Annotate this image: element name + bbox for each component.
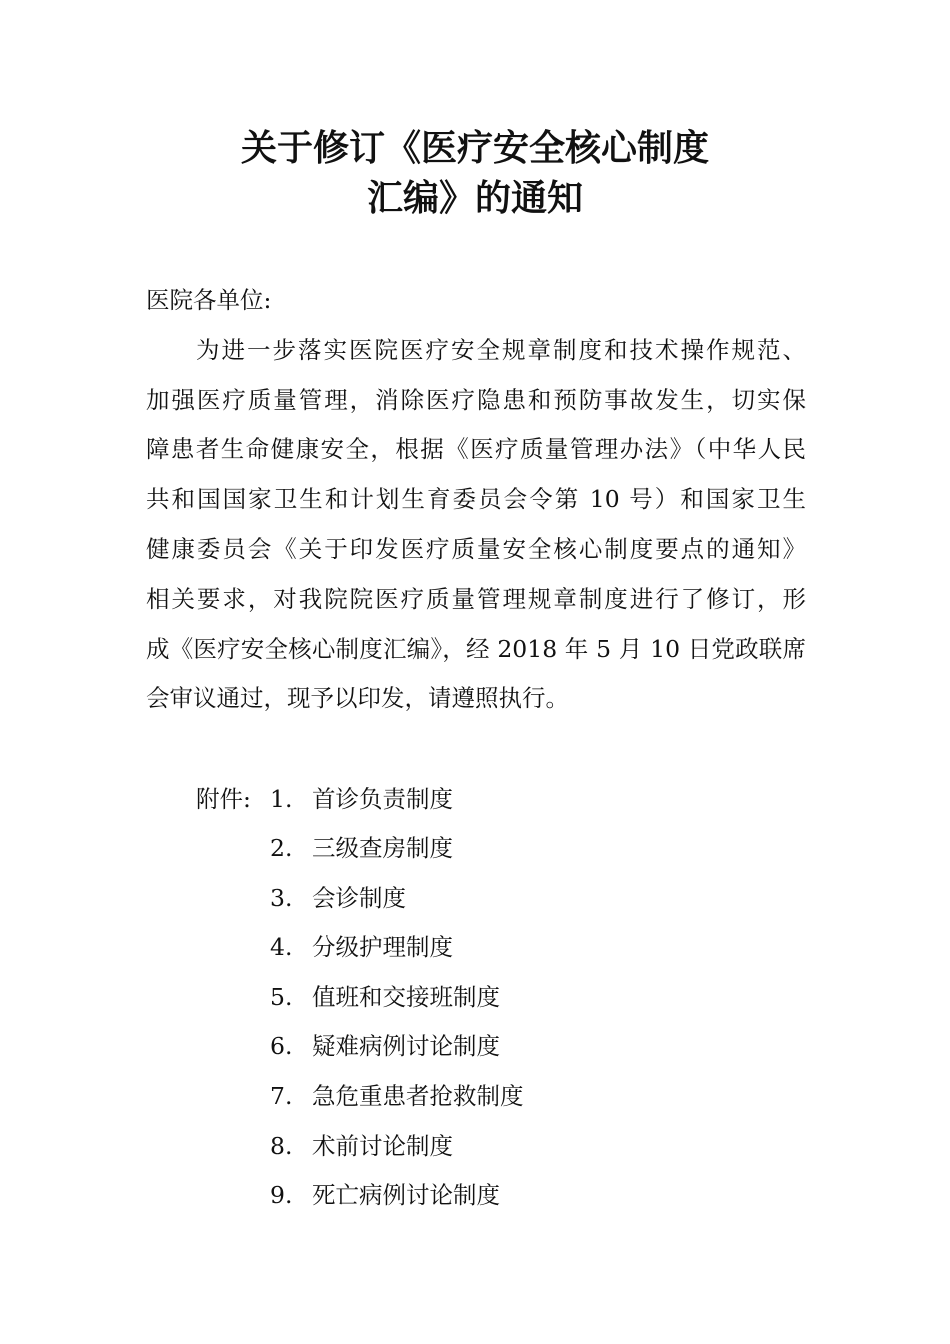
attachment-number: 2. xyxy=(270,834,293,862)
body-paragraph-line: 障患者生命健康安全，根据《医疗质量管理办法》（中华人民 xyxy=(146,435,806,463)
attachment-title: 术前讨论制度 xyxy=(312,1132,453,1160)
body-paragraph-line: 成《医疗安全核心制度汇编》，经 2018 年 5 月 10 日党政联席 xyxy=(146,635,806,663)
salutation: 医院各单位: xyxy=(146,286,272,314)
attachment-item xyxy=(270,1028,500,1064)
document-title-line-1: 关于修订《医疗安全核心制度 xyxy=(240,127,709,169)
attachment-title: 分级护理制度 xyxy=(312,933,453,961)
attachment-number: 6. xyxy=(270,1032,293,1060)
attachment-item xyxy=(270,979,500,1015)
attachments-label: 附件: xyxy=(196,785,251,813)
body-paragraph-line: 为进一步落实医院医疗安全规章制度和技术操作规范、 xyxy=(196,336,806,364)
attachment-item xyxy=(270,1177,500,1213)
attachment-title: 值班和交接班制度 xyxy=(312,983,500,1011)
attachment-item xyxy=(270,880,406,916)
attachment-number: 9. xyxy=(270,1181,293,1209)
attachment-number: 1. xyxy=(270,785,293,813)
attachment-title: 首诊负责制度 xyxy=(312,785,453,813)
attachment-item xyxy=(270,1078,524,1114)
attachment-number: 3. xyxy=(270,884,293,912)
attachment-title: 三级查房制度 xyxy=(312,834,453,862)
body-paragraph-line: 加强医疗质量管理，消除医疗隐患和预防事故发生，切实保 xyxy=(146,386,806,414)
attachment-item xyxy=(270,830,453,866)
attachment-number: 7. xyxy=(270,1082,293,1110)
body-paragraph-line: 健康委员会《关于印发医疗质量安全核心制度要点的通知》 xyxy=(146,535,806,563)
body-paragraph-line: 相关要求，对我院院医疗质量管理规章制度进行了修订，形 xyxy=(146,585,806,613)
attachment-title: 疑难病例讨论制度 xyxy=(312,1032,500,1060)
attachment-title: 死亡病例讨论制度 xyxy=(312,1181,500,1209)
body-paragraph-line: 共和国国家卫生和计划生育委员会令第 10 号）和国家卫生 xyxy=(146,485,806,513)
attachment-title: 会诊制度 xyxy=(312,884,406,912)
attachment-item xyxy=(270,781,453,817)
attachment-number: 5. xyxy=(270,983,293,1011)
attachment-number: 8. xyxy=(270,1132,293,1160)
attachment-title: 急危重患者抢救制度 xyxy=(312,1082,524,1110)
body-paragraph-line: 会审议通过，现予以印发，请遵照执行。 xyxy=(146,684,569,712)
attachment-item xyxy=(270,929,453,965)
attachment-item xyxy=(270,1128,453,1164)
document-title-line-2: 汇编》的通知 xyxy=(366,177,583,219)
attachment-number: 4. xyxy=(270,933,293,961)
